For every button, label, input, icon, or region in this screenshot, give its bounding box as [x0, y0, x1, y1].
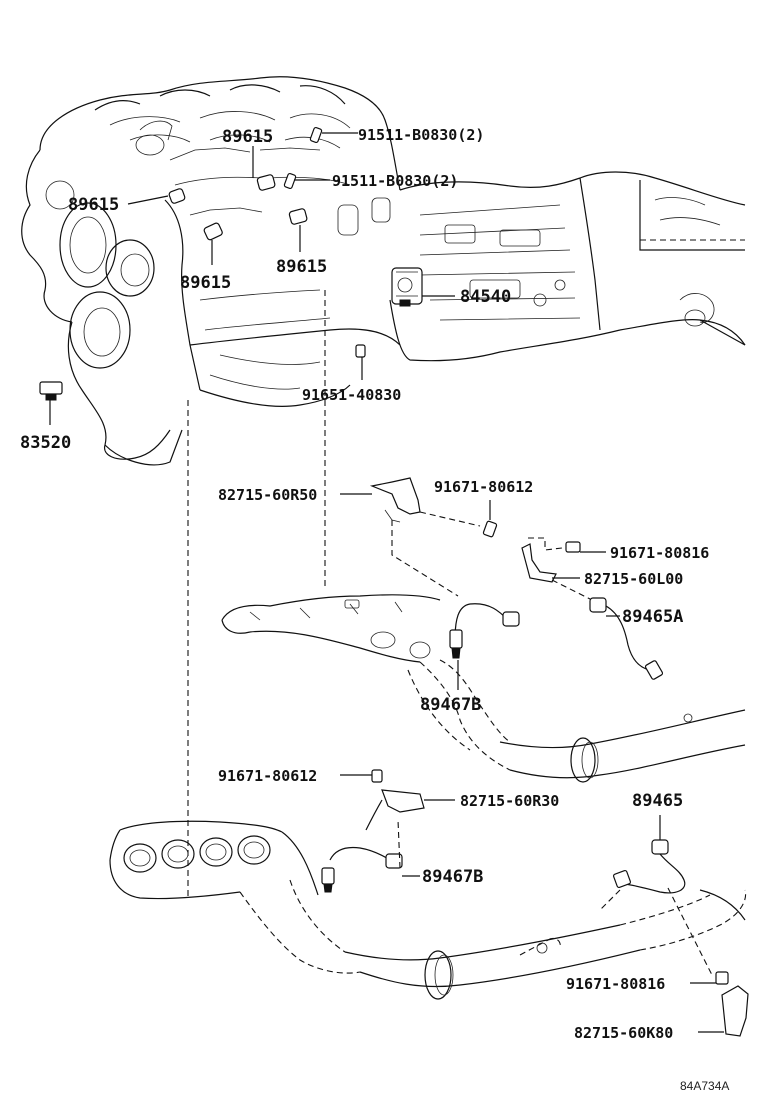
label-91671-80612-lower: 91671-80612 [218, 767, 318, 785]
label-91671-80816-upper: 91671-80816 [610, 544, 710, 562]
bracket-icon [366, 770, 424, 830]
label-89465: 89465 [632, 791, 684, 811]
oil-pressure-switch-icon [40, 382, 62, 400]
part-labels [20, 126, 729, 1093]
label-91651-40830: 91651-40830 [302, 386, 402, 404]
label-89615-right: 89615 [276, 257, 328, 277]
bracket-icon [716, 972, 748, 1036]
o2-sensor-icon [450, 604, 519, 658]
bracket-icon [522, 542, 580, 582]
transmission-assembly [390, 172, 745, 361]
diagram-reference-code: 84A734A [680, 1079, 730, 1093]
o2-sensor-icon [613, 840, 685, 893]
label-82715-60r30: 82715-60R30 [460, 792, 560, 810]
label-89467b-upper: 89467B [420, 695, 482, 715]
label-83520: 83520 [20, 433, 72, 453]
label-91511-b0830-1: 91511-B0830(2) [358, 126, 485, 144]
label-89465a: 89465A [622, 607, 684, 627]
label-89615-left: 89615 [68, 195, 120, 215]
bolt-icon [284, 127, 365, 357]
neutral-switch-icon [392, 268, 422, 306]
label-89615-mid: 89615 [180, 273, 232, 293]
exhaust-left-bank [110, 821, 746, 999]
label-82715-60r50: 82715-60R50 [218, 486, 318, 504]
label-84540: 84540 [460, 287, 512, 307]
label-91511-b0830-2: 91511-B0830(2) [332, 172, 459, 190]
o2-sensor-icon [322, 848, 402, 893]
label-82715-60k80: 82715-60K80 [574, 1024, 674, 1042]
label-89467b-lower: 89467B [422, 867, 484, 887]
label-91671-80816-lower: 91671-80816 [566, 975, 666, 993]
label-82715-60l00: 82715-60L00 [584, 570, 684, 588]
engine-small-parts [40, 127, 422, 400]
label-91671-80612-upper: 91671-80612 [434, 478, 534, 496]
engine-assembly [22, 77, 400, 465]
label-89615-top: 89615 [222, 127, 274, 147]
